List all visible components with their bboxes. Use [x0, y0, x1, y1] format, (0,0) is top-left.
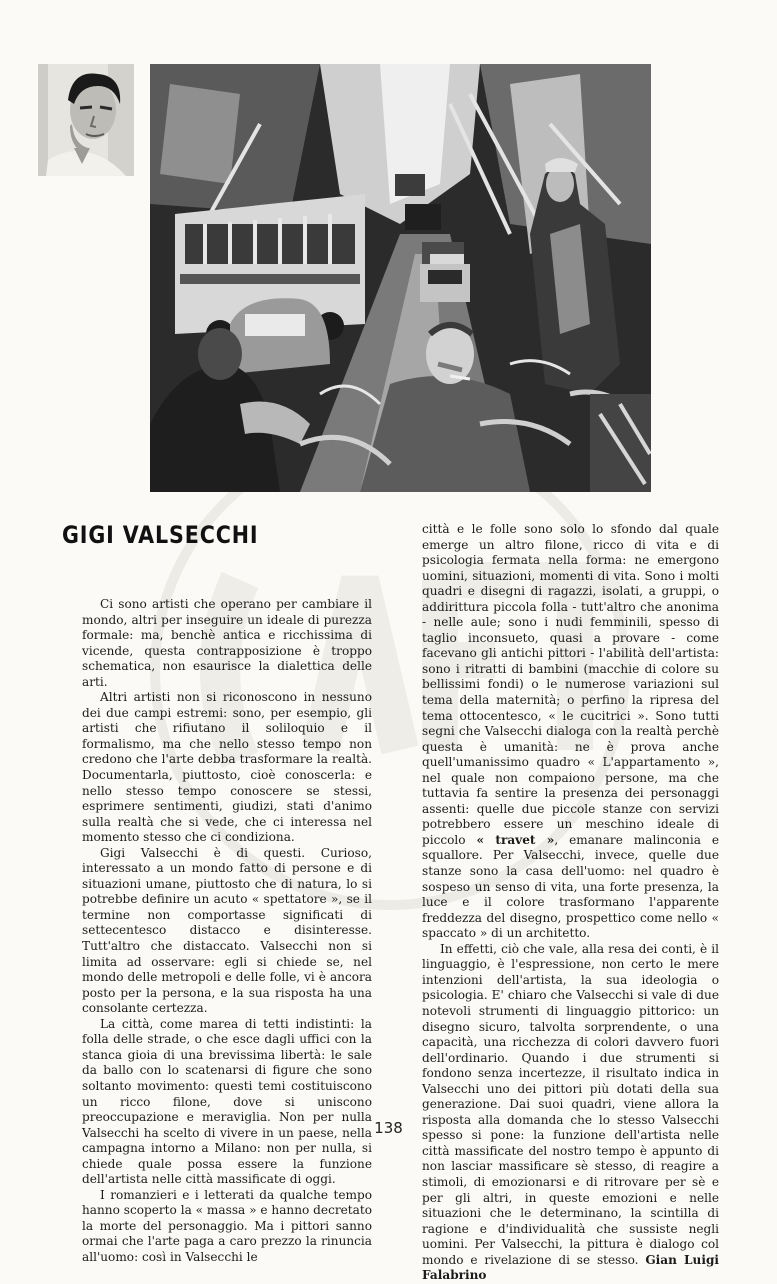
- article-paragraph: Gigi Valsecchi è di questi. Curioso, interessato a un mondo fatto di persone e di situazioni umane, piuttosto che di natura, lo si potrebbe definire un acuto « spettatore », se il termine non comportasse significati di settecentesco distacco e disinteresse. Tutt'altro che distaccato. Valsecchi non si limita ad osservare: egli si chiede se, nel mondo delle metropoli e delle folle, vi è ancora posto per la persona, e la sua risposta ha una consolante certezza.: [82, 845, 372, 1016]
- article-right-column: [422, 522, 719, 1284]
- street-scene-painting: [150, 64, 651, 492]
- article-paragraph: Altri artisti non si riconoscono in nessuno dei due campi estremi: sono, per esempio, gli artisti che rifiutano il soliloquio e il formalismo, ma che nello stesso tempo non credono che l'arte debba trasformare la realtà. Documentarla, piuttosto, cioè conoscerla: e nello stesso tempo conoscere se stessi, esprimere sentimenti, giudizi, stati d'animo sulla realtà che si vede, che ci interessa nel momento stesso che ci condiziona.: [82, 690, 372, 845]
- travet-bold-term: « travet »: [476, 832, 555, 847]
- page-number: 138: [374, 1119, 403, 1137]
- article-paragraph: [422, 522, 719, 942]
- article-left-column: [82, 597, 372, 1266]
- paragraph-text: , emanare malinconia e squallore. Per Valsecchi, invece, quelle due stanze sono la casa dell'uomo: nel quadro è sospeso un senso di vita, una forte presenza, la luce e il colore trasformano l'apparente freddezza del disegno, prospettico come nello « spaccato » di un architetto.: [422, 832, 719, 941]
- article-paragraph: La città, come marea di tetti indistinti: la folla delle strade, o che esce dagli uffici con la stanca gioia di una brevissima libertà: le sale da ballo con lo scatenarsi di figure che sono soltanto movimento: questi temi costituiscono un ricco filone, dove si uniscono preoccupazione e meraviglia. Non per nulla Valsecchi ha scelto di vivere in un paese, nella campagna intorno a Milano: non per nulla, si chiede quale possa essere la funzione dell'artista nelle città massificate di oggi.: [82, 1016, 372, 1187]
- artist-portrait-photo: [38, 64, 134, 176]
- paragraph-text: In effetti, ciò che vale, alla resa dei conti, è il linguaggio, è l'espressione, non certo le mere intenzioni dell'artista, la sua ideologia o psicologia. E' chiaro che Valsecchi si vale di due notevoli strumenti di linguaggio pittorico: un disegno sicuro, talvolta sorprendente, o una capacità, una ricchezza di colori davvero fuori dell'ordinario. Quando i due strumenti si fondono senza incertezze, il risultato indica in Valsecchi uno dei pittori più dotati della sua generazione. Dai suoi quadri, viene allora la risposta alla domanda che lo stesso Valsecchi spesso si pone: la funzione dell'artista nelle città massificate del nostro tempo è appunto di non lasciar massificare sè stesso, di reagire a stimoli, di emozionarsi e di ritrovare per sè e per gli altri, in queste emozioni e nelle situazioni che le determinano, la scintilla di ragione e d'individualità che sussiste negli uomini. Per Valsecchi, la pittura è dialogo col mondo e rivelazione di se stesso.: [422, 941, 719, 1267]
- article-paragraph: [422, 942, 719, 1284]
- author-signature: Gian Luigi Falabrino: [422, 1252, 719, 1283]
- paragraph-text: città e le folle sono solo lo sfondo dal quale emerge un altro filone, ricco di vita e di psicologia fermata nella forma: ne emergono uomini, situazioni, momenti di vita. Sono i molti quadri e disegni di ragazzi, isolati, a gruppi, o addirittura piccola folla - tutt'altro che anonima - nelle aule; sono i nudi femminili, spesso di taglio inconsueto, quasi a provare - come facevano gli antichi pittori - l'abilità dell'artista: sono i ritratti di bambini (macchie di colore su bellissimi fondi) o le numerose variazioni sul tema della maternità; o perfino la ripresa del tema ottocentesco, « le cucitrici ». Sono tutti segni che Valsecchi dialoga con la realtà perchè questa è umanità: ne è prova anche quell'umanissimo quadro « L'appartamento », nel quale non compaiono persone, ma che tuttavia fa sentire la presenza dei personaggi assenti: quelle due piccole stanze con servizi potrebbero essere un meschino ideale di piccolo: [422, 522, 719, 847]
- article-paragraph: I romanzieri e i letterati da qualche tempo hanno scoperto la « massa » e hanno decretato la morte del personaggio. Ma i pittori sanno ormai che l'arte paga a caro prezzo la rinuncia all'uomo: così in Valsecchi le: [82, 1187, 372, 1264]
- page-title: GIGI VALSECCHI: [62, 521, 259, 549]
- article-paragraph: Ci sono artisti che operano per cambiare il mondo, altri per inseguire un ideale di purezza formale: ma, benchè antica e ricchissima di vicende, questa contrapposizione è troppo schematica, non esaurisce la dialettica delle arti.: [82, 597, 372, 689]
